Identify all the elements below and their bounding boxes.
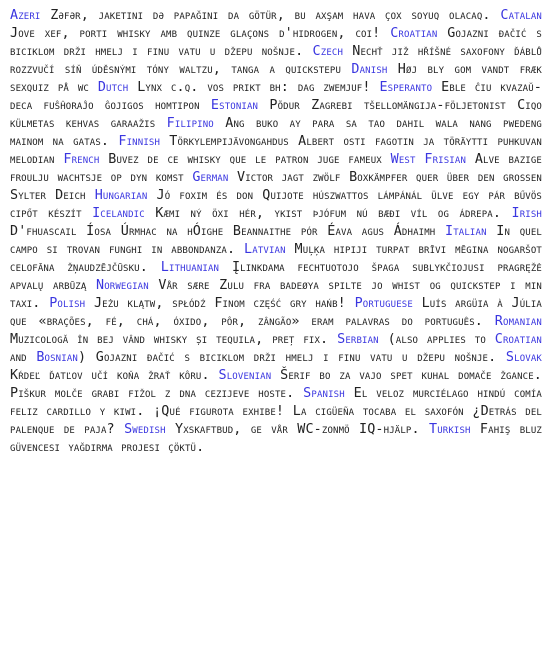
language-name-slovak: Slovak [505, 350, 542, 365]
language-name-swedish: Swedish [124, 422, 166, 437]
pangram-dutch: Lynx c.q. vos prikt bh: dag zwemjuf! [137, 80, 371, 95]
language-name-estonian: Estonian [210, 98, 259, 113]
language-name-irish: Irish [511, 206, 542, 221]
pangram-icelandic: Kæmi ný öxi hér, ykist þjófum nú bæði víl og ádrepa. [155, 206, 502, 221]
language-name-esperanto: Esperanto [379, 80, 433, 95]
pangram-irish: D'fhuascail Íosa Úrmhac na hÓighe Beannaithe pór Éava agus Ádhaimh [10, 224, 436, 239]
pangram-norwegian: Vår sære Zulu fra badeøya spilte jo whist og quickstep i min taxi. [10, 278, 542, 311]
language-name-serbian: Serbian [337, 332, 379, 347]
language-name-croatian-alt: Croatian [494, 332, 542, 347]
pangram-french: Buvez de ce whisky que le patron juge fameux [108, 152, 382, 167]
language-name-german: German [192, 170, 229, 185]
pangram-serbian-and: and [10, 350, 27, 365]
language-name-bosnian: Bosnian [36, 350, 78, 365]
language-name-latvian: Latvian [244, 242, 286, 257]
language-name-azeri: Azeri [10, 8, 41, 23]
language-name-polish: Polish [49, 296, 86, 311]
pangram-hungarian: Jó foxim és don Quijote húszwattos lámpánál ülve egy pár bűvös cipőt készít [10, 188, 543, 221]
pangram-czech: Nechť již hříšné saxofony ďáblů rozzvučí síň úděsnými tóny waltzu, tanga a quickstepu [10, 44, 543, 77]
language-name-turkish: Turkish [429, 422, 471, 437]
language-name-croatian: Croatian [390, 26, 438, 41]
pangram-slovenian: Šerif bo za vajo spet kuhal domače žgance. Piškur molče grabi fižol z dna cezijeve hoste. [10, 368, 543, 401]
pangram-spanish: El veloz murciélago hindú comía feliz cardillo y kiwi. ¡Qué figurota exhibe! La cigüeña tocaba el saxofón ¿Detrás del palenque de paja? [10, 386, 542, 437]
pangram-text-block [10, 7, 542, 457]
language-name-catalan: Catalan [500, 8, 542, 23]
pangram-catalan: Jove xef, porti whisky amb quinze glaçons d'hidrogen, coi! [10, 26, 381, 41]
pangram-lithuanian: Įlinkdama fechtuotojo špaga sublykčiojusi pragręžė apvalų arbūzą [10, 260, 543, 293]
language-name-portuguese: Portuguese [354, 296, 413, 311]
language-name-norwegian: Norwegian [96, 278, 149, 293]
pangram-romanian: Muzicologă în bej vând whisky și tequila, preț fix. [10, 332, 329, 347]
pangram-esperanto: Eble ĉiu kvazaŭ-deca fuŝĥoraĵo ĝojigos homtipon [10, 80, 543, 113]
language-name-hungarian: Hungarian [94, 188, 148, 203]
pangram-italian: In quel campo si trovan funghi in abbondanza. [10, 224, 542, 257]
language-name-lithuanian: Lithuanian [160, 260, 220, 275]
pangram-danish: Høj bly gom vandt fræk sexquiz på wc [10, 62, 542, 95]
pangram-filipino: Ang buko ay para sa tao dahil wala nang pwedeng mainom na gatas. [10, 116, 542, 149]
language-name-czech: Czech [312, 44, 344, 59]
language-name-italian: Italian [445, 224, 487, 239]
language-name-west-frisian: West Frisian [390, 152, 467, 167]
language-name-finnish: Finnish [118, 134, 161, 149]
pangram-west-frisian: Alve bazige froulju wachtsje op dyn komst [10, 152, 542, 185]
pangram-slovak: Kŕdeľ ďatľov učí koňa žrať kôru. [10, 368, 210, 383]
language-name-slovenian: Slovenian [218, 368, 272, 383]
language-name-icelandic: Icelandic [92, 206, 145, 221]
pangram-german: Victor jagt zwölf Boxkämpfer quer über den großen Sylter Deich [10, 170, 542, 203]
language-name-spanish: Spanish [303, 386, 345, 401]
pangram-polish: Jeżu klątw, spłódź Finom część gry hańb! [93, 296, 346, 311]
pangram-azeri: Zəfər, jaketini də papağını da götür, bu axşam hava çox soyuq olacaq. [50, 8, 491, 23]
pangram-croatian: Gojazni đačić s biciklom drži hmelj i finu vatu u džepu nošnje. [10, 26, 542, 59]
language-name-romanian: Romanian [494, 314, 542, 329]
language-name-french: French [63, 152, 100, 167]
pangram-serbian-note: (also applies to [387, 332, 486, 347]
language-name-danish: Danish [351, 62, 388, 77]
pangram-estonian: Põdur Zagrebi tšellomängija-följetonist Ciqo külmetas kehvas garaažis [10, 98, 542, 131]
pangram-serbian: ) Gojazni đačić s biciklom drži hmelj i finu vatu u džepu nošnje. [77, 350, 497, 365]
pangram-latvian: Muļķa hipiji turpat brīvi mēgina nogaršot celofāna žņaudzējčūsku. [10, 242, 542, 275]
pangram-swedish: Yxskaftbud, ge vår WC-zonmö IQ-hjälp. [174, 422, 420, 437]
pangram-portuguese: Luís argüia à Júlia que «brações, fé, chá, óxido, pôr, zângão» eram palavras do português. [10, 296, 542, 329]
pangram-finnish: Törkylempijävongahdus Albert osti fagotin ja töräytti puhkuvan melodian [10, 134, 542, 167]
language-name-dutch: Dutch [97, 80, 129, 95]
pangram-turkish: Fahiş bluz güvencesi yağdırma projesi çöktü. [10, 422, 542, 455]
language-name-filipino: Filipino [166, 116, 214, 131]
